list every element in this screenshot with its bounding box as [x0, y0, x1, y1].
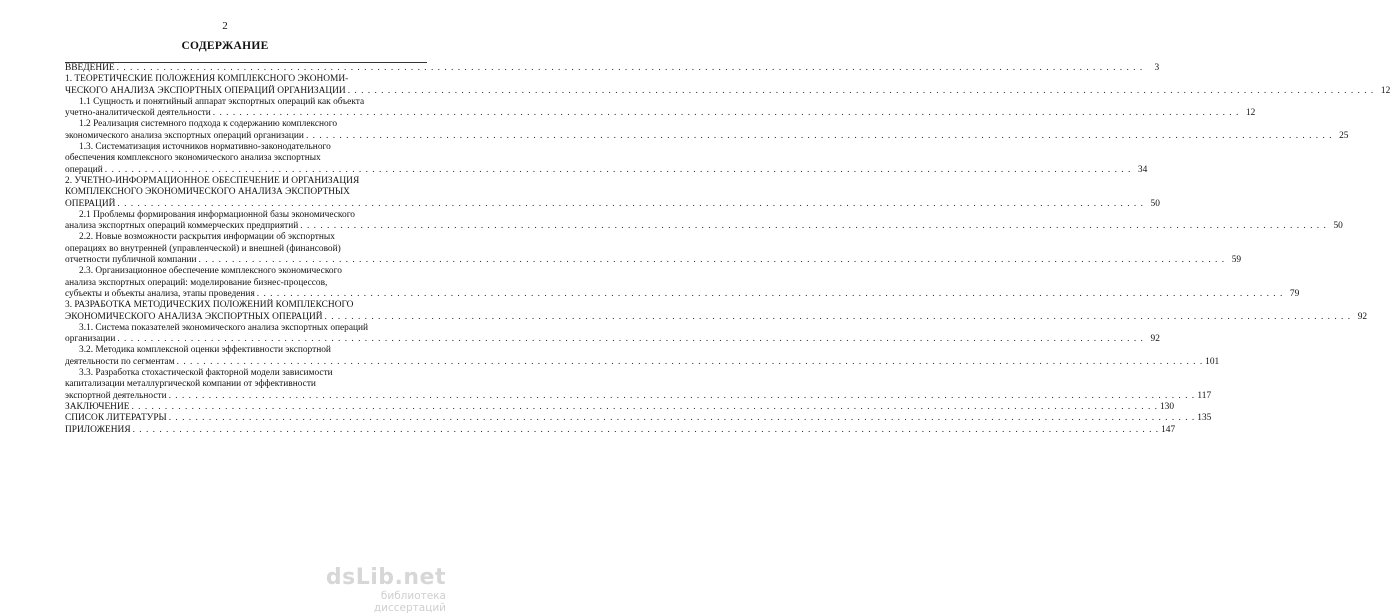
toc-page-number: 50: [1333, 221, 1343, 232]
dot-leader: [300, 221, 1327, 232]
toc-page-number: 25: [1339, 130, 1349, 141]
toc-page-number: 101: [1205, 356, 1220, 367]
toc-entry-text: КОМПЛЕКСНОГО ЭКОНОМИЧЕСКОГО АНАЛИЗА ЭКСПОРТНЫХ: [65, 187, 350, 198]
toc-page-number: 135: [1197, 413, 1212, 424]
toc-entry-text: капитализации металлургической компании от эффективности: [65, 379, 316, 390]
toc-entry-text: анализа экспортных операций: моделирование бизнес-процессов,: [65, 277, 328, 288]
dot-leader: [306, 131, 1333, 142]
toc-entry: [65, 322, 1160, 346]
toc-page-number: 59: [1231, 255, 1242, 266]
toc-entry: [65, 175, 1160, 210]
toc-entry-text: деятельности по сегментам: [65, 356, 175, 367]
toc-entry: [65, 62, 1160, 74]
watermark-logo: dsLib.net: [325, 565, 446, 590]
toc-entry: [65, 74, 1390, 97]
toc-entry-text: ЧЕСКОГО АНАЛИЗА ЭКСПОРТНЫХ ОПЕРАЦИЙ ОРГАНИЗАЦИИ: [65, 85, 346, 96]
page-title: СОДЕРЖАНИЕ: [181, 40, 269, 52]
dot-leader: [117, 199, 1144, 210]
dot-leader: [117, 63, 1144, 74]
toc-page-number: 130: [1159, 401, 1175, 412]
toc-entry-text: 2.3. Организационное обеспечение комплексного экономического: [79, 266, 342, 277]
toc-entry-text: учетно-аналитической деятельности: [65, 108, 211, 119]
dot-leader: [169, 413, 1196, 424]
toc-entry-text: операций: [65, 164, 103, 175]
dot-leader: [105, 165, 1132, 176]
watermark: [306, 566, 446, 614]
toc-entry-text: 1.1 Сущность и понятийный аппарат экспортных операций как объекта: [79, 96, 365, 107]
toc-entry: [65, 96, 1256, 120]
toc-entry: [65, 142, 1148, 176]
watermark-subtitle: библиотека диссертаций: [373, 590, 446, 614]
toc-entry-text: ЗАКЛЮЧЕНИЕ: [65, 401, 130, 412]
toc-entry-text: СПИСОК ЛИТЕРАТУРЫ: [65, 413, 167, 424]
toc-entry-text: субъекты и объекты анализа, этапы проведения: [65, 288, 255, 299]
toc-entry: [65, 232, 1242, 266]
table-of-contents: [65, 62, 1390, 436]
toc-entry-text: операциях во внутренней (управленческой) и внешней (финансовой): [65, 243, 341, 254]
toc-entry: [65, 413, 1212, 424]
toc-page-number: 50: [1150, 198, 1160, 209]
toc-entry-text: экспортной деятельности: [65, 390, 167, 401]
toc-entry: [65, 209, 1343, 233]
toc-page-number: 117: [1197, 390, 1212, 401]
toc-entry: [65, 401, 1175, 413]
toc-entry-text: ВВЕДЕНИЕ: [65, 63, 115, 73]
toc-entry-text: 1. ТЕОРЕТИЧЕСКИЕ ПОЛОЖЕНИЯ КОМПЛЕКСНОГО ЭКОНОМИ-: [65, 74, 349, 85]
dot-leader: [325, 312, 1352, 323]
toc-page-number: 34: [1137, 164, 1148, 175]
toc-entry-text: 2. УЧЕТНО-ИНФОРМАЦИОННОЕ ОБЕСПЕЧЕНИЕ И ОРГАНИЗАЦИЯ: [65, 175, 360, 186]
toc-page-number: 92: [1150, 334, 1160, 345]
toc-entry-text: 2.1 Проблемы формирования информационной базы экономического: [79, 209, 355, 220]
toc-page-number: 12: [1245, 108, 1256, 119]
dot-leader: [177, 357, 1204, 368]
dot-leader: [131, 402, 1158, 413]
toc-page-number: 3: [1154, 63, 1160, 73]
toc-entry-text: анализа экспортных операций коммерческих предприятий: [65, 221, 299, 232]
toc-entry-text: организации: [65, 334, 116, 345]
dot-leader: [199, 255, 1226, 266]
toc-page-number: 92: [1357, 311, 1368, 322]
toc-entry-text: ПРИЛОЖЕНИЯ: [65, 424, 131, 435]
toc-entry-text: 3.3. Разработка стохастической факторной модели зависимости: [79, 368, 333, 379]
toc-entry: [65, 345, 1220, 368]
dot-leader: [169, 391, 1196, 402]
toc-entry: [65, 266, 1300, 300]
toc-entry: [65, 119, 1349, 142]
dot-leader: [133, 425, 1160, 436]
toc-entry-text: 1.2 Реализация системного подхода к содержанию комплексного: [79, 119, 338, 130]
dot-leader: [213, 108, 1240, 119]
toc-entry-text: 1.3. Систематизация источников нормативно-законодательного: [79, 142, 331, 153]
toc-entry-text: 3.1. Система показателей экономического анализа экспортных операций: [79, 322, 369, 333]
toc-entry: [65, 368, 1212, 402]
toc-page-number: 79: [1289, 288, 1300, 299]
toc-page-number: 147: [1161, 424, 1176, 435]
dot-leader: [257, 289, 1284, 300]
toc-entry-text: 3.2. Методика комплексной оценки эффективности экспортной: [79, 345, 331, 356]
toc-entry: [65, 424, 1176, 436]
page-number: 2: [222, 20, 228, 32]
toc-entry-text: 3. РАЗРАБОТКА МЕТОДИЧЕСКИХ ПОЛОЖЕНИЙ КОМПЛЕКСНОГО: [65, 300, 354, 311]
dot-leader: [348, 86, 1375, 97]
toc-entry-text: 2.2. Новые возможности раскрытия информации об экспортных: [79, 232, 335, 243]
toc-entry-text: ЭКОНОМИЧЕСКОГО АНАЛИЗА ЭКСПОРТНЫХ ОПЕРАЦИЙ: [65, 311, 323, 322]
toc-entry-text: отчетности публичной компании: [65, 255, 197, 266]
toc-entry-text: обеспечения комплексного экономического анализа экспортных: [65, 153, 321, 164]
toc-page-number: 12: [1380, 85, 1390, 96]
toc-entry-text: ОПЕРАЦИЙ: [65, 198, 116, 209]
dot-leader: [117, 334, 1144, 345]
toc-entry-text: экономического анализа экспортных операций организации: [65, 130, 304, 141]
toc-entry: [65, 300, 1368, 323]
